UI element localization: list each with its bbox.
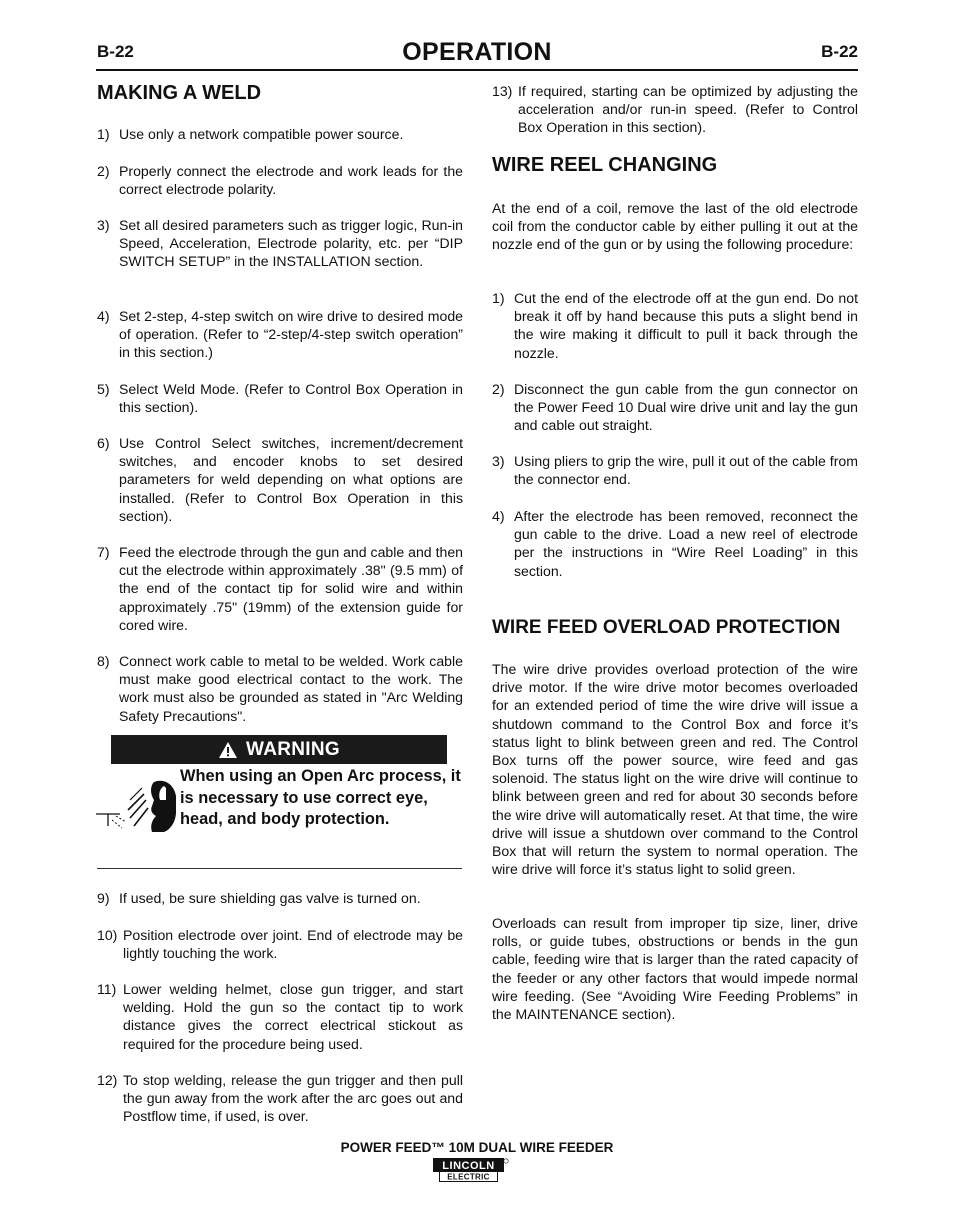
list-text: Disconnect the gun cable from the gun connector on the Power Feed 10 Dual wire drive unit and lay the gun and cable out straight. (514, 381, 858, 434)
list-item (97, 926, 463, 962)
list-number: 4) (492, 508, 505, 524)
list-item (97, 1071, 463, 1126)
list-text: If used, be sure shielding gas valve is turned on. (119, 890, 421, 906)
list-text: Properly connect the electrode and work leads for the correct electrode polarity. (119, 163, 463, 198)
list-text: Use only a network compatible power source. (119, 126, 404, 142)
list-number: 12) (97, 1072, 118, 1088)
page-title: OPERATION (402, 38, 552, 66)
list-number: 2) (492, 381, 505, 397)
warning-triangle-icon (218, 741, 238, 759)
list-number: 8) (97, 653, 110, 669)
list-item (492, 380, 858, 435)
list-item (97, 889, 463, 907)
section-intro: At the end of a coil, remove the last of the old electrode coil from the conductor cable by either pulling it out at the nozzle end of the gun or by using the following procedure: (492, 200, 858, 253)
list-text: To stop welding, release the gun trigger and then pull the gun away from the work after the arc goes out and Postflow time, if used, is over. (123, 1072, 463, 1125)
list-text: Select Weld Mode. (Refer to Control Box Operation in this section). (119, 381, 463, 416)
list-text: Set 2-step, 4-step switch on wire drive to desired mode of operation. (Refer to “2-step/4-step switch operation” in this section.) (119, 308, 463, 361)
list-number: 13) (492, 83, 513, 99)
list-item (97, 543, 463, 634)
list-number: 5) (97, 381, 110, 397)
footer-product-name: POWER FEED™ 10M DUAL WIRE FEEDER (340, 1140, 614, 1155)
list-item (492, 452, 858, 488)
warning-divider (97, 868, 462, 869)
svg-text:LINCOLN: LINCOLN (442, 1160, 495, 1172)
list-text: Cut the end of the electrode off at the gun end. Do not break it off by hand because this puts a slight bend in the wire making it difficult to pull it back through the nozzle. (514, 290, 858, 361)
list-item (97, 216, 463, 271)
paragraph: The wire drive provides overload protection of the wire drive motor. If the wire drive motor becomes overloaded for an extended period of time the wire drive will issue a shutdown command to the Control Box and force it’s status light to blink between green and red. The Control Box turns off the power source, wire feed and gas solenoid. The status light on the wire drive will continue to blink between green and red for about 30 seconds before the wire drive will automatically reset. At that time, the wire drive will issue a shutdown over command to the Control Box that will return the system to normal operation. The wire drive will force it’s status light to solid green. (492, 661, 858, 878)
header-rule (96, 69, 858, 71)
list-number: 3) (97, 217, 110, 233)
list-number: 1) (97, 126, 110, 142)
section-heading-wire-reel-changing: WIRE REEL CHANGING (492, 154, 718, 176)
list-item (97, 307, 463, 362)
list-item (97, 380, 463, 416)
list-text: Connect work cable to metal to be welded. Work cable must make good electrical contact to the work. The work must also be grounded as stated in "Arc Welding Safety Precautions". (119, 653, 463, 724)
page-number-left: B-22 (97, 42, 134, 61)
list-text: Set all desired parameters such as trigger logic, Run-in Speed, Acceleration, Electrode polarity, etc. per “DIP SWITCH SETUP” in the INSTALLATION section. (119, 217, 463, 270)
list-number: 1) (492, 290, 505, 306)
list-item (97, 162, 463, 198)
list-item (492, 289, 858, 362)
list-number: 9) (97, 890, 110, 906)
list-number: 10) (97, 927, 118, 943)
paragraph: Overloads can result from improper tip size, liner, drive rolls, or guide tubes, obstructions or bends in the gun cable, feeding wire that is larger than the rated capacity of the feeder or any other factors that would impede normal wire feeding. (See “Avoiding Wire Feeding Problems” in the MAINTENANCE section). (492, 915, 858, 1023)
list-item (492, 507, 858, 580)
list-item (97, 125, 463, 143)
section-heading-overload-protection: WIRE FEED OVERLOAD PROTECTION (492, 617, 841, 638)
warning-label: WARNING (246, 738, 340, 760)
lincoln-electric-logo (433, 1158, 509, 1183)
list-item (97, 434, 463, 525)
list-text: Position electrode over joint. End of electrode may be lightly touching the work. (123, 927, 463, 962)
page-number-right: B-22 (821, 42, 858, 61)
list-text: Lower welding helmet, close gun trigger, and start welding. Hold the gun so the contact tip to work distance gives the correct electrical stickout as required for the procedure being used. (123, 981, 463, 1052)
list-text: Using pliers to grip the wire, pull it out of the cable from the connector end. (514, 453, 858, 488)
welder-helmet-icon (94, 776, 178, 836)
list-number: 11) (97, 981, 117, 997)
list-text: Feed the electrode through the gun and cable and then cut the electrode within approximately .38" (9.5 mm) of the end of the contact tip for solid wire and within approximately .75" (19mm) of the extension guide for cored wire. (119, 544, 463, 633)
list-number: 2) (97, 163, 110, 179)
warning-text: When using an Open Arc process, it is necessary to use correct eye, head, and body protection. (180, 767, 461, 828)
list-number: 6) (97, 435, 110, 451)
list-text: Use Control Select switches, increment/decrement switches, and encoder knobs to set desired parameters for weld depending on what options are installed. (Refer to Control Box Operation in this section). (119, 435, 463, 524)
list-text: After the electrode has been removed, reconnect the gun cable to the drive. Load a new reel of electrode per the instructions in “Wire Reel Loading” in this section. (514, 508, 858, 579)
svg-text:ELECTRIC: ELECTRIC (447, 1172, 490, 1182)
warning-banner (111, 735, 447, 764)
list-number: 7) (97, 544, 110, 560)
list-item (97, 980, 463, 1053)
list-item (97, 652, 463, 725)
list-number: 3) (492, 453, 505, 469)
list-item (492, 82, 858, 137)
section-heading-making-a-weld: MAKING A WELD (97, 82, 262, 104)
list-text: If required, starting can be optimized by adjusting the acceleration and/or run-in speed. (Refer to Control Box Operation in this section). (518, 83, 858, 136)
list-number: 4) (97, 308, 110, 324)
